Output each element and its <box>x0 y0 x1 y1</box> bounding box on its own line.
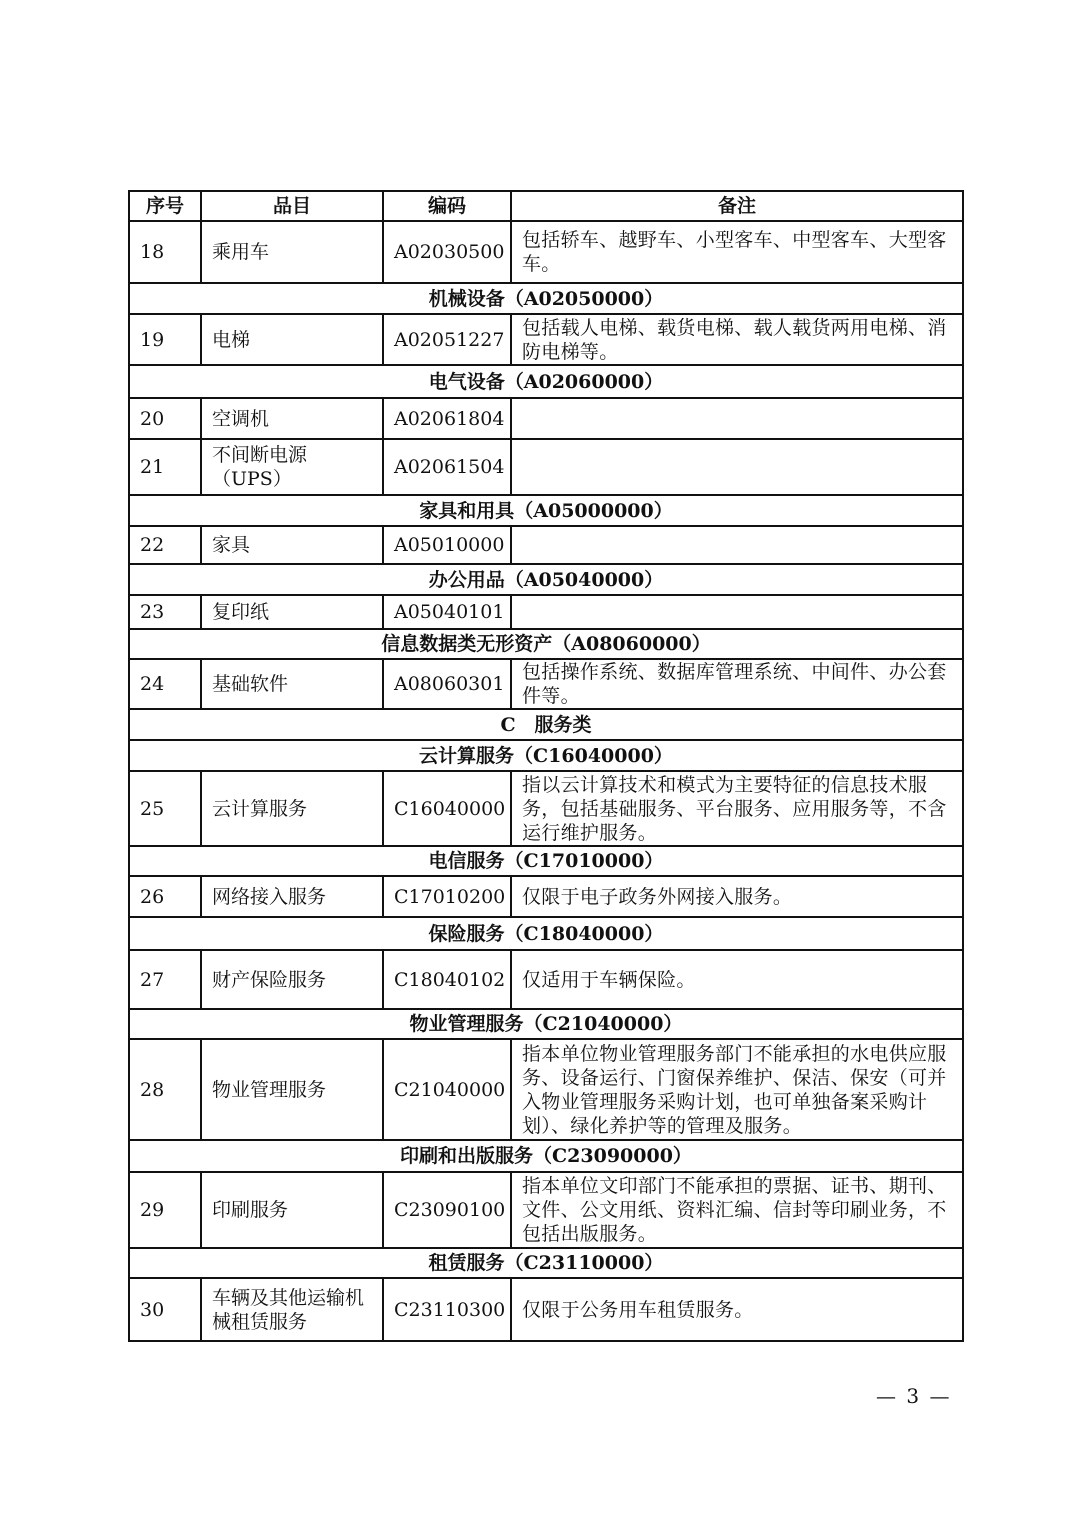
table-body <box>129 221 963 1341</box>
section-title: 办公用品（A05040000） <box>129 564 963 595</box>
section-title: 保险服务（C18040000） <box>129 917 963 950</box>
table-row <box>129 439 963 495</box>
row-number: 22 <box>129 526 201 564</box>
catalog-table <box>128 190 964 1342</box>
item-name: 复印纸 <box>201 595 383 629</box>
item-code: C18040102 <box>383 950 511 1009</box>
item-name: 云计算服务 <box>201 771 383 846</box>
item-note: 仅限于公务用车租赁服务。 <box>511 1278 963 1341</box>
item-code: A02030500 <box>383 221 511 283</box>
table-row <box>129 876 963 917</box>
item-name: 基础软件 <box>201 659 383 709</box>
section-title: C 服务类 <box>129 709 963 740</box>
item-note <box>511 595 963 629</box>
section-title: 印刷和出版服务（C23090000） <box>129 1140 963 1172</box>
section-title: 租赁服务（C23110000） <box>129 1248 963 1278</box>
item-name: 不间断电源（UPS） <box>201 439 383 495</box>
section-title: 家具和用具（A05000000） <box>129 495 963 526</box>
section-row <box>129 629 963 659</box>
table-row <box>129 1172 963 1248</box>
item-note <box>511 526 963 564</box>
item-code: A05010000 <box>383 526 511 564</box>
item-code: C23090100 <box>383 1172 511 1248</box>
item-name: 家具 <box>201 526 383 564</box>
table-row <box>129 398 963 439</box>
header-no: 序号 <box>129 191 201 221</box>
row-number: 25 <box>129 771 201 846</box>
row-number: 19 <box>129 314 201 365</box>
row-number: 20 <box>129 398 201 439</box>
item-name: 乘用车 <box>201 221 383 283</box>
item-note <box>511 439 963 495</box>
item-note <box>511 398 963 439</box>
item-note: 包括操作系统、数据库管理系统、中间件、办公套件等。 <box>511 659 963 709</box>
table-row <box>129 659 963 709</box>
section-title: 机械设备（A02050000） <box>129 283 963 314</box>
item-name: 电梯 <box>201 314 383 365</box>
table-row <box>129 1278 963 1341</box>
section-title: 电气设备（A02060000） <box>129 365 963 398</box>
item-note: 指本单位文印部门不能承担的票据、证书、期刊、文件、公文用纸、资料汇编、信封等印刷业务，不包括出版服务。 <box>511 1172 963 1248</box>
table-row <box>129 314 963 365</box>
section-title: 电信服务（C17010000） <box>129 846 963 876</box>
item-code: C21040000 <box>383 1039 511 1140</box>
item-note: 包括载人电梯、载货电梯、载人载货两用电梯、消防电梯等。 <box>511 314 963 365</box>
item-name: 车辆及其他运输机械租赁服务 <box>201 1278 383 1341</box>
item-code: A02061504 <box>383 439 511 495</box>
table-row <box>129 526 963 564</box>
section-row <box>129 1140 963 1172</box>
section-row <box>129 283 963 314</box>
row-number: 21 <box>129 439 201 495</box>
section-row <box>129 740 963 771</box>
item-note: 指以云计算技术和模式为主要特征的信息技术服务，包括基础服务、平台服务、应用服务等，不含运行维护服务。 <box>511 771 963 846</box>
section-row <box>129 1248 963 1278</box>
table-row <box>129 595 963 629</box>
section-row <box>129 709 963 740</box>
item-code: A02051227 <box>383 314 511 365</box>
header-note: 备注 <box>511 191 963 221</box>
table-row <box>129 771 963 846</box>
header-row <box>129 191 963 221</box>
item-code: A05040101 <box>383 595 511 629</box>
item-code: A02061804 <box>383 398 511 439</box>
header-code: 编码 <box>383 191 511 221</box>
table-row <box>129 221 963 283</box>
section-row <box>129 564 963 595</box>
section-row <box>129 495 963 526</box>
item-note: 仅适用于车辆保险。 <box>511 950 963 1009</box>
item-code: C23110300 <box>383 1278 511 1341</box>
item-code: A08060301 <box>383 659 511 709</box>
item-code: C17010200 <box>383 876 511 917</box>
table-row <box>129 1039 963 1140</box>
row-number: 23 <box>129 595 201 629</box>
item-note: 包括轿车、越野车、小型客车、中型客车、大型客车。 <box>511 221 963 283</box>
header-item: 品目 <box>201 191 383 221</box>
section-row <box>129 917 963 950</box>
item-name: 物业管理服务 <box>201 1039 383 1140</box>
section-row <box>129 846 963 876</box>
item-name: 空调机 <box>201 398 383 439</box>
item-name: 印刷服务 <box>201 1172 383 1248</box>
item-note: 指本单位物业管理服务部门不能承担的水电供应服务、设备运行、门窗保养维护、保洁、保安（可并入物业管理服务采购计划，也可单独备案采购计划）、绿化养护等的管理及服务。 <box>511 1039 963 1140</box>
page-number: — 3 — <box>876 1384 952 1408</box>
section-title: 信息数据类无形资产（A08060000） <box>129 629 963 659</box>
row-number: 18 <box>129 221 201 283</box>
row-number: 29 <box>129 1172 201 1248</box>
row-number: 28 <box>129 1039 201 1140</box>
item-code: C16040000 <box>383 771 511 846</box>
section-title: 云计算服务（C16040000） <box>129 740 963 771</box>
item-name: 财产保险服务 <box>201 950 383 1009</box>
item-name: 网络接入服务 <box>201 876 383 917</box>
row-number: 27 <box>129 950 201 1009</box>
section-title: 物业管理服务（C21040000） <box>129 1009 963 1039</box>
table-row <box>129 950 963 1009</box>
row-number: 30 <box>129 1278 201 1341</box>
row-number: 24 <box>129 659 201 709</box>
section-row <box>129 1009 963 1039</box>
row-number: 26 <box>129 876 201 917</box>
item-note: 仅限于电子政务外网接入服务。 <box>511 876 963 917</box>
section-row <box>129 365 963 398</box>
